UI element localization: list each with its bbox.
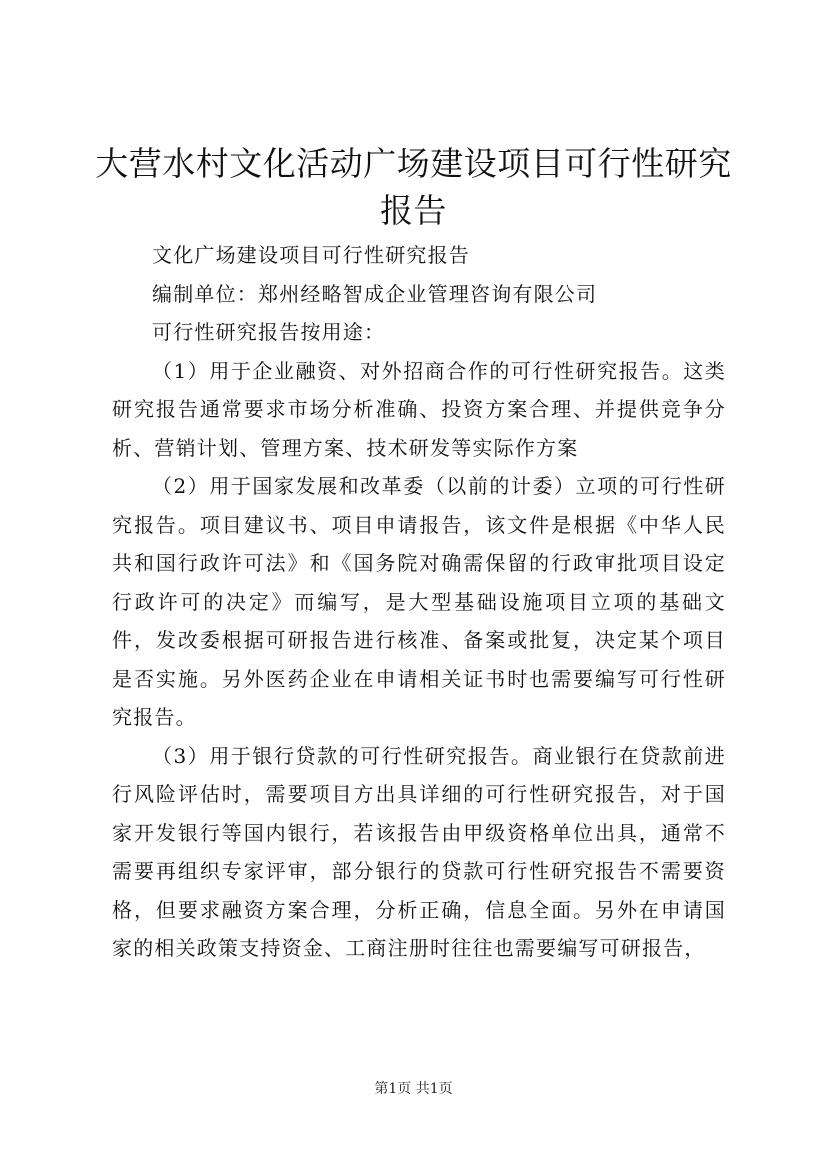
document-body [112,236,726,968]
paragraph-purpose-3: （3）用于银行贷款的可行性研究报告。商业银行在贷款前进行风险评估时，需要项目方出具详细的可行性研究报告，对于国家开发银行等国内银行，若该报告由甲级资格单位出具，通常不需要再组织专家评审，部分银行的贷款可行性研究报告不需要资格，但要求融资方案合理，分析正确，信息全面。另外在申请国家的相关政策支持资金、工商注册时往往也需要编写可研报告， [112,743,726,960]
paragraph-compiler: 编制单位：郑州经略智成企业管理咨询有限公司 [152,281,598,306]
paragraph-purpose-2: （2）用于国家发展和改革委（以前的计委）立项的可行性研究报告。项目建议书、项目申请报告，该文件是根据《中华人民共和国行政许可法》和《国务院对确需保留的行政审批项目设定行政许可的决定》而编写，是大型基础设施项目立项的基础文件，发改委根据可研报告进行核准、备案或批复，决定某个项目是否实施。另外医药企业在申请相关证书时也需要编写可行性研究报告。 [112,474,726,729]
document-title: 大营水村文化活动广场建设项目可行性研究报告 [95,144,732,230]
page-footer: 第1页 共1页 [374,1081,453,1097]
paragraph-purpose-heading: 可行性研究报告按用途： [152,320,386,344]
paragraph-subtitle: 文化广场建设项目可行性研究报告 [152,243,470,267]
paragraph-purpose-1: （1）用于企业融资、对外招商合作的可行性研究报告。这类研究报告通常要求市场分析准确、投资方案合理、并提供竞争分析、营销计划、管理方案、技术研发等实际作方案 [112,358,726,460]
